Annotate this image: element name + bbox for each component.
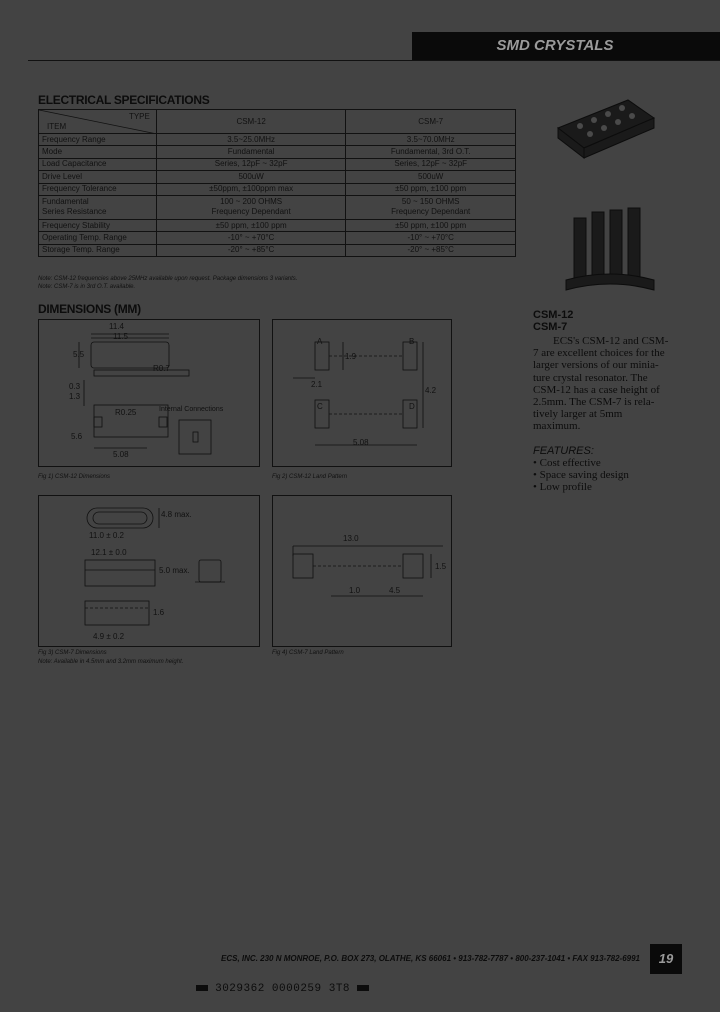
col-header-csm7: CSM-7 bbox=[346, 110, 516, 134]
barcode-block-icon bbox=[196, 985, 208, 991]
cell-csm7: Series, 12pF ~ 32pF bbox=[346, 158, 516, 170]
item-header-label: ITEM bbox=[47, 122, 67, 131]
csm12-product-image bbox=[550, 96, 660, 166]
type-header-label: TYPE bbox=[128, 112, 150, 121]
barcode-block-icon bbox=[357, 985, 369, 991]
row-label: Storage Temp. Range bbox=[39, 244, 157, 256]
fig1-label: 5.5 bbox=[73, 350, 85, 359]
cell-csm7: 3.5~70.0MHz bbox=[346, 134, 516, 146]
fig3-note: Note: Available in 4.5mm and 3.2mm maximum height. bbox=[38, 659, 184, 665]
fig1-label: 5.6 bbox=[71, 432, 83, 441]
cell-line2: Frequency Dependant bbox=[391, 207, 471, 217]
fig2-caption: Fig 2) CSM-12 Land Pattern bbox=[272, 474, 348, 480]
csm7-product-image bbox=[560, 200, 660, 300]
description-line: 7 are excellent choices for the bbox=[533, 347, 665, 360]
spec-note-1: Note: CSM-12 frequencies above 25MHz available upon request. Package dimensions 3 variants. bbox=[38, 276, 298, 282]
cell-csm7 bbox=[346, 195, 516, 219]
fig4-label: 1.0 bbox=[349, 586, 361, 595]
fig2-label: D bbox=[409, 402, 415, 411]
fig1-label: 0.3 bbox=[69, 382, 81, 391]
fig3-drawing bbox=[39, 496, 261, 648]
cell-csm12 bbox=[156, 195, 346, 219]
barcode-text: 3029362 0000259 3T8 bbox=[215, 983, 351, 995]
cell-csm12: -10° ~ +70°C bbox=[156, 232, 346, 244]
page-title: SMD CRYSTALS bbox=[496, 37, 614, 54]
product-description bbox=[533, 335, 685, 433]
cell-csm7: Fundamental, 3rd O.T. bbox=[346, 146, 516, 158]
table-row bbox=[39, 232, 516, 244]
fig3-label: 4.8 max. bbox=[161, 510, 192, 519]
fig4-label: 4.5 bbox=[389, 586, 401, 595]
row-label: Frequency Stability bbox=[39, 219, 157, 231]
product-name-csm7: CSM-7 bbox=[533, 321, 568, 333]
fig2-label: 5.08 bbox=[353, 438, 369, 447]
table-row bbox=[39, 195, 516, 219]
cell-csm7: ±50 ppm, ±100 ppm bbox=[346, 183, 516, 195]
cell-csm12: Fundamental bbox=[156, 146, 346, 158]
fig3-label: 5.0 max. bbox=[159, 566, 190, 575]
cell-line1: 100 ~ 200 OHMS bbox=[220, 197, 283, 207]
footer-address: ECS, INC. 230 N MONROE, P.O. BOX 273, OLATHE, KS 66061 • 913-782-7787 • 800-237-1041 • FAX 913-782-6991 bbox=[221, 954, 640, 963]
cell-csm12: 500uW bbox=[156, 171, 346, 183]
fig1-label: Internal Connections bbox=[159, 406, 224, 413]
fig4-csm7-land-pattern bbox=[272, 495, 452, 647]
cell-csm7: 500uW bbox=[346, 171, 516, 183]
barcode-line bbox=[196, 983, 369, 995]
description-line: tively larger at 5mm bbox=[533, 408, 623, 421]
features-list bbox=[533, 457, 683, 493]
table-row bbox=[39, 158, 516, 170]
fig1-csm12-dimensions bbox=[38, 319, 260, 467]
electrical-spec-table bbox=[38, 109, 516, 257]
table-row bbox=[39, 219, 516, 231]
fig1-label: 1.3 bbox=[69, 392, 81, 401]
cell-csm12: Series, 12pF ~ 32pF bbox=[156, 158, 346, 170]
cell-csm7: -10° ~ +70°C bbox=[346, 232, 516, 244]
cell-csm12: -20° ~ +85°C bbox=[156, 244, 346, 256]
cell-line1: 50 ~ 150 OHMS bbox=[401, 197, 460, 207]
fig3-caption: Fig 3) CSM-7 Dimensions bbox=[38, 650, 107, 656]
cell-csm12: 3.5~25.0MHz bbox=[156, 134, 346, 146]
fig2-label: A bbox=[317, 337, 323, 346]
row-label bbox=[39, 195, 157, 219]
table-row bbox=[39, 244, 516, 256]
fig4-label: 13.0 bbox=[343, 534, 359, 543]
page-number: 19 bbox=[650, 944, 682, 974]
fig3-csm7-dimensions bbox=[38, 495, 260, 647]
description-line: maximum. bbox=[533, 420, 581, 433]
fig2-label: 2.1 bbox=[311, 380, 323, 389]
col-header-csm12: CSM-12 bbox=[156, 110, 346, 134]
feature-text: Cost effective bbox=[539, 457, 601, 469]
feature-text: Low profile bbox=[539, 481, 592, 493]
row-label: Operating Temp. Range bbox=[39, 232, 157, 244]
fig1-label: 11.5 bbox=[113, 332, 128, 341]
fig2-label: 1.9 bbox=[345, 352, 357, 361]
fig1-label: R0.7 bbox=[153, 364, 170, 373]
fig4-drawing bbox=[273, 496, 453, 648]
feature-text: Space saving design bbox=[539, 469, 629, 481]
table-row bbox=[39, 171, 516, 183]
description-line: 2.5mm. The CSM-7 is rela- bbox=[533, 396, 655, 409]
fig3-label: 12.1 ± 0.0 bbox=[91, 548, 127, 557]
product-name-csm12: CSM-12 bbox=[533, 309, 574, 321]
feature-item: • Low profile bbox=[533, 481, 592, 493]
spec-note-2: Note: CSM-7 is in 3rd O.T. available. bbox=[38, 284, 136, 290]
fig3-label: 4.9 ± 0.2 bbox=[93, 632, 125, 641]
cell-csm7: -20° ~ +85°C bbox=[346, 244, 516, 256]
fig2-label: C bbox=[317, 402, 323, 411]
dimensions-title: DIMENSIONS (MM) bbox=[38, 302, 141, 316]
row-label: Drive Level bbox=[39, 171, 157, 183]
description-line: ECS's CSM-12 and CSM- bbox=[553, 335, 669, 347]
description-line: CSM-12 has a case height of bbox=[533, 383, 660, 396]
fig3-label: 1.6 bbox=[153, 608, 165, 617]
fig2-label: B bbox=[409, 337, 415, 346]
fig1-label: 11.4 bbox=[109, 322, 124, 331]
table-row bbox=[39, 146, 516, 158]
row-label: Load Capacitance bbox=[39, 158, 157, 170]
description-line: larger versions of our minia- bbox=[533, 359, 659, 372]
electrical-spec-title: ELECTRICAL SPECIFICATIONS bbox=[38, 93, 210, 107]
table-row bbox=[39, 134, 516, 146]
row-label: Frequency Range bbox=[39, 134, 157, 146]
cell-csm7: ±50 ppm, ±100 ppm bbox=[346, 219, 516, 231]
features-title: FEATURES: bbox=[533, 445, 594, 457]
feature-item: • Space saving design bbox=[533, 469, 629, 481]
fig2-csm12-land-pattern bbox=[272, 319, 452, 467]
fig1-caption: Fig 1) CSM-12 Dimensions bbox=[38, 474, 111, 480]
table-row bbox=[39, 183, 516, 195]
row-label-line2: Series Resistance bbox=[42, 207, 107, 217]
fig3-label: 11.0 ± 0.2 bbox=[89, 531, 124, 540]
cell-csm12: ±50 ppm, ±100 ppm bbox=[156, 219, 346, 231]
description-line: ture crystal resonator. The bbox=[533, 371, 648, 384]
cell-line2: Frequency Dependant bbox=[211, 207, 291, 217]
fig4-caption: Fig 4) CSM-7 Land Pattern bbox=[272, 650, 344, 656]
row-label-line1: Fundamental bbox=[42, 197, 89, 207]
fig4-label: 1.5 bbox=[435, 562, 447, 571]
fig1-label: R0.25 bbox=[115, 408, 137, 417]
row-label: Mode bbox=[39, 146, 157, 158]
item-type-header bbox=[39, 110, 157, 134]
cell-csm12: ±50ppm, ±100ppm max bbox=[156, 183, 346, 195]
row-label: Frequency Tolerance bbox=[39, 183, 157, 195]
fig1-label: 5.08 bbox=[113, 450, 129, 459]
feature-item: • Cost effective bbox=[533, 457, 601, 469]
header-rule bbox=[28, 60, 720, 61]
table-header-row bbox=[39, 110, 516, 134]
fig2-label: 4.2 bbox=[425, 386, 437, 395]
